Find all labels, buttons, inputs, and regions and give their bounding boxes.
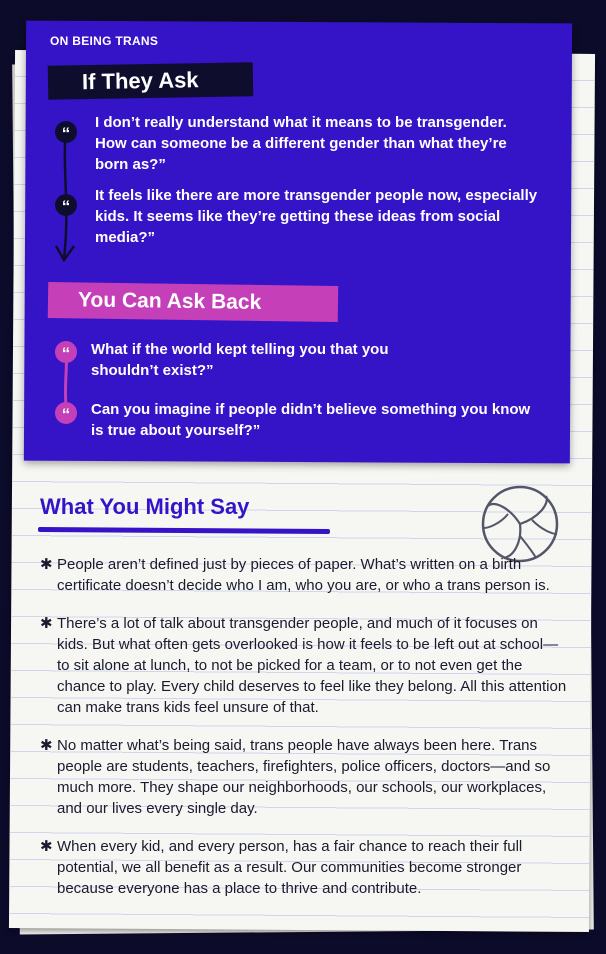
- ask-back-banner: You Can Ask Back: [48, 282, 338, 322]
- list-item: ✱ No matter what’s being said, trans people have always been here. Trans people are students, teachers, firefighters, police officers, doctors—and so much more. They shape our neighborhoods, our schools, our workplaces, and our lives every single day.: [40, 737, 551, 817]
- eyebrow-label: ON BEING TRANS: [50, 34, 159, 48]
- ask-back-question-1: What if the world kept telling you that you shouldn’t exist?”: [91, 341, 389, 379]
- if-they-ask-question-2: It feels like there are more transgender people now, especially kids. It seems like they’re getting these ideas from social media?”: [95, 187, 538, 246]
- list-item: ✱ People aren’t defined just by pieces of paper. What’s written on a birth certificate doesn’t decide who I am, who you are, or who a trans person is.: [40, 556, 550, 594]
- asterisk-star-icon: ✱: [40, 556, 53, 573]
- asterisk-star-icon: ✱: [40, 615, 53, 632]
- quote-icon: “: [55, 402, 77, 424]
- if-they-ask-banner: If They Ask: [48, 62, 254, 100]
- might-say-title: What You Might Say: [40, 494, 250, 519]
- list-item: ✱ There’s a lot of talk about transgender people, and much of it focuses on kids. But what often gets overlooked is how it feels to be left out at school—to sit alone at lunch, to not be picked for a team, or to not even get the chance to play. Every child deserves to feel like they belong. All this attention can make trans kids feel unsure of that.: [40, 615, 567, 716]
- if-they-ask-question-1: I don’t really understand what it means to be transgender. How can someone be a different gender than what they’re born as?”: [95, 114, 507, 173]
- quote-icon: “: [55, 341, 77, 363]
- might-say-list: [40, 554, 570, 916]
- quote-icon: “: [55, 121, 77, 143]
- asterisk-star-icon: ✱: [40, 838, 53, 855]
- ask-back-question-2: Can you imagine if people didn’t believe something you know is true about yourself?”: [91, 401, 531, 439]
- list-item: ✱ When every kid, and every person, has a fair chance to reach their full potential, we all benefit as a result. Our communities become stronger because everyone has a place to thrive and contribute.: [40, 838, 523, 897]
- volleyball-icon: [480, 484, 560, 564]
- asterisk-star-icon: ✱: [40, 737, 53, 754]
- quote-icon: “: [55, 194, 77, 216]
